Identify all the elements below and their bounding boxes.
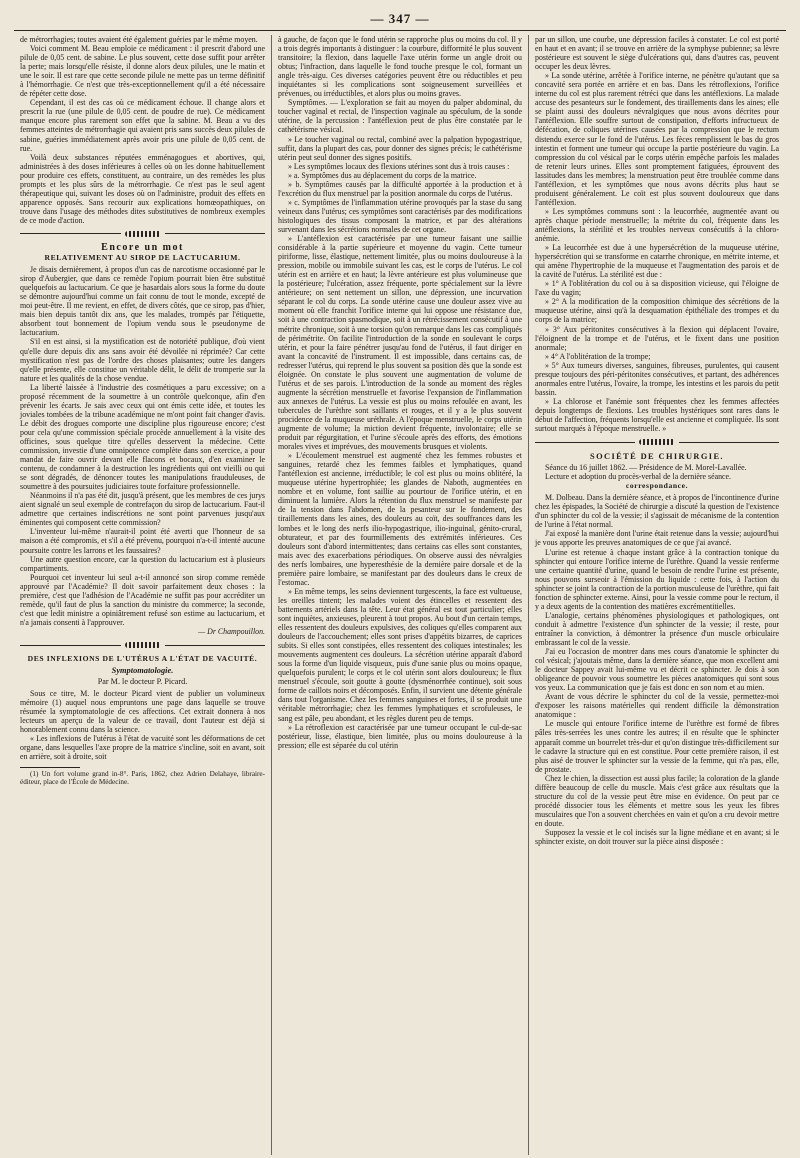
paragraph: de métrorrhagies; toutes avaient été également guéries par le même moyen.: [20, 35, 258, 44]
paragraph: Une autre question encore, car la question du lactucarium est à plusieurs compartiments.: [20, 554, 265, 573]
paragraph: » Le toucher vaginal ou rectal, combiné avec la palpation hypogastrique, suffit, dans la plupart des cas, pour donner des signes précis; le cathétérisme utérin peut seul donner des signes positifs.: [278, 134, 522, 162]
paragraph: » Les symptômes communs sont : la leucorrhée, augmentée avant ou après chaque période menstruelle; la métrite du col, fréquente dans les antéflexions, la stérilité et les troubles nerveux consécutifs à la chloro-anémie.: [535, 206, 779, 244]
correspondence-heading: correspondance.: [625, 481, 689, 491]
minutes-line: Lecture et adoption du procès-verbal de la dernière séance.: [545, 472, 731, 482]
paragraph: » La rétroflexion est caractérisée par une tumeur occupant le cul-de-sac postérieur, lisse, élastique, bien limitée, plus ou moins douloureuse à la pression; elle est séparée du col utérin: [278, 722, 522, 750]
paragraph: » 4° A l'oblitération de la trompe;: [545, 351, 651, 361]
paragraph: L'inventeur lui-même n'aurait-il point été averti que l'honneur de sa maison a été compromis, et s'il a été prévenu, pourquoi n'a-t-il intenté aucune poursuite contre les larrons et les faussaires?: [20, 527, 265, 555]
paragraph: S'il en est ainsi, si la mystification est de notoriété publique, d'où vient qu'elle dure depuis dix ans sans avoir été dévoilée ni réprimée? Car cette mystification n'est pas de l'ordre des choses plaisantes; outre les dangers qu'elle présente, elle constitue un véritable délit, le délit de tromperie sur la nature et les qualités de la chose vendue.: [20, 337, 265, 383]
paragraph: » 3° Aux péritonites consécutives à la flexion qui déplacent l'ovaire, l'éloignent de la trompe et de l'utérus, et le fixent dans une position anormale;: [535, 324, 779, 352]
paragraph: Symptômes. — L'exploration se fait au moyen du palper abdominal, du toucher vaginal et rectal, de l'inspection vaginale au spéculum, de la sonde utérine, de la percussion : l'antéflexion peut de plus être constatée par le cathétérisme vésical.: [278, 98, 522, 135]
section-divider: [535, 438, 779, 446]
footnote-rule: [20, 767, 80, 768]
paragraph: » L'antéflexion est caractérisée par une tumeur faisant une saillie considérable à la partie supérieure et moyenne du vagin. Cette tumeur piriforme, lisse, élastique, nettement limitée, plus ou moins douloureuse à la pression, mobile ou immobile suivant les cas, est le corps de l'utérus. Le col utérin est en arrière et en haut; la lèvre antérieure est plus volumineuse que la postérieure; l'ulcération, assez fréquente, porte spécialement sur la lèvre antérieure; on sent nettement un sillon, une dépression, une incurvation séparant le col du corps. La sonde utérine cause une douleur assez vive au moment où elle franchit l'orifice interne qui lui oppose une résistance due, soit à une contraction spasmodique, soit à un rétrécissement consécutif à une métrite chronique, soit à une torsion qu'on remarque dans les cas compliqués de périmétrite. On facilite l'introduction de la sonde en soulevant le corps utérin, et pour la faire pénétrer jusqu'au fond de l'utérus, il faut diriger en avant la concavité de l'instrument. Il est impossible, dans certains cas, de redresser l'utérus, qui reprend le plus souvent sa position dès que la sonde est éloignée. On constate le plus souvent une augmentation de volume de l'utérus et de ses parois. L'introduction de la sonde au moment des règles augmente la sécrétion menstruelle et favorise l'expansion de l'inflammation aux annexes de l'utérus. La vessie est plus ou moins refoulée en avant, les tubercules de l'urèthre sont saillants et rouges, et il y a le plus souvent procidence de la muqueuse uréthrale. A l'époque menstruelle, le corps utérin augmente de volume; la miction devient fréquente, involontaire; elle se produit par régurgitation, et l'urine s'écoule après des efforts, des émotions morales vives et imprévues, des mouvements brusques et violents.: [278, 234, 522, 452]
paragraph: » 5° Aux tumeurs diverses, sanguines, fibreuses, purulentes, qui causent presque toujours des péri-péritonites consécutives, et partant, des adhérences anormales entre l'utérus, l'ovaire, la trompe, les intestins et les parois du petit bassin.: [535, 360, 779, 397]
paragraph: » b. Symptômes causés par la difficulté apportée à la production et à l'excrétion du flux menstruel par la position anormale du corps de l'utérus.: [278, 179, 522, 198]
paragraph: Pourquoi cet inventeur lui seul a-t-il annoncé son sirop comme remède approuvé par l'Académie? Il doit savoir parfaitement deux choses : la première, c'est que l'adhésion de l'Académie ne suffit pas pour accréditer un remède, qu'il faut de plus la sanction du ministre du commerce; la seconde, c'est que ledit ministre a opiniâtrement refusé son estime au lactucarium, et n'a jamais consenti à l'approuver.: [20, 572, 265, 627]
columns: [14, 35, 786, 1155]
article-subtitle: RELATIVEMENT AU SIROP DE LACTUCARIUM.: [44, 253, 241, 263]
article-author: Par M. le docteur P. Picard.: [97, 677, 188, 687]
paragraph: » En même temps, les seins deviennent turgescents, la face est vultueuse, les oreilles tintent; les malades voient des étincelles et ressentent des battements artériels dans la tête. Leur état général est tout particulier; elles sont inquiètes, anxieuses, pleurent à tout propos. Au bout d'un certain temps, elles ressentent des douleurs expulsives, des coliques qu'elles comparent aux douleurs de l'accouchement; elles sont prises d'appétits bizarres, de caprices subits. Si elles sont constipées, elles ressentent des coliques intestinales; les mouvements augmentent ces douleurs. La sécrétion utérine apparaît d'abord sous la forme d'un liquide visqueux, puis d'une sanie plus ou moins opaque, quelquefois purulent; le corps et le col utérin sont alors douloureux; le flux menstruel s'écoule, soit goutte à goutte (dysménorrhée continue), soit sous forme de caillots noirs et décomposés. Enfin, il survient une détente générale dans tout l'organisme. Chez les femmes sanguines et fortes, il se produit une véritable métrorrhagie; chez les femmes lymphatiques et scrofuleuses, le sang est pâle, peu abondant, et les règles durent peu de temps.: [278, 586, 522, 723]
paragraph: » La chlorose et l'anémie sont fréquentes chez les femmes affectées depuis longtemps de flexions. Les troubles hystériques sont rares dans le début de l'affection, fréquents lorsqu'elle est ancienne et compliquée. Ils sont surtout marqués à l'époque menstruelle. »: [535, 396, 779, 434]
article-title: Encore un mot: [101, 241, 184, 253]
paragraph: » c. Symptômes de l'inflammation utérine provoqués par la stase du sang veineux dans l'utérus; ces symptômes sont caractérisés par des modifications histologiques des tissus composant la matrice, et par des altérations survenant dans les sécrétions normales de cet organe.: [278, 197, 522, 234]
paragraph: Sous ce titre, M. le docteur Picard vient de publier un volumineux mémoire (1) auquel nous empruntons une page dans laquelle se trouve résumée la symptomatologie de ces affections. Cet extrait donnera à nos lecteurs un aperçu de la valeur de ce travail, dont l'auteur est déjà si honorablement connu dans la science.: [20, 689, 265, 735]
paragraph: Supposez la vessie et le col incisés sur la ligne médiane et en avant; si le sphincter existe, on doit trouver sur la pièce ainsi disposée :: [535, 827, 779, 847]
paragraph: La liberté laissée à l'industrie des cosmétiques a paru excessive; on a proposé récemment de la soumettre à un contrôle quelconque, afin d'en prévenir les écarts. Je sais avec ceux qui ont émis cette idée, et toutes les joviales tombées de la tribune académique ne m'ont point fait changer d'avis. Le débit des drogues comporte une discipline plus rigoureuse encore; c'est pour cela qu'une commission spéciale procède annuellement à la visite des officines, sous quelque titre qu'elles desservent la médecine. Cette commission, investie d'une omnipotence complète dans son exercice, a pour mandat de faire ouvrir devant elle flacons et bocaux, d'en examiner le contenu, de condamner à la destruction les ingrédients qui ont vieilli ou qui se sont dégradés, de dénoncer toutes les manipulations frauduleuses, de soumettre à des poursuites judiciaires toute forfaiture professionnelle.: [20, 382, 265, 492]
paragraph: J'ai exposé la manière dont l'urine était retenue dans la vessie; aujourd'hui je vous apporte les preuves anatomiques de ce que j'ai avancé.: [535, 529, 779, 548]
paragraph: J'ai eu l'occasion de montrer dans mes cours d'anatomie le sphincter du col vésical; j'ajoutais même, dans la dernière séance, que mon excellent ami le docteur Sappey avait lui-même vu et décrit ce sphincter. Je dois à son obligeance de pouvoir vous soumettre les pièces anatomiques qui sont sous vos yeux. La communication que je fais est donc en son nom et au mien.: [535, 647, 779, 693]
article-title: DES INFLEXIONS DE L'UTÉRUS A L'ÉTAT DE VACUITÉ.: [27, 654, 258, 663]
column-right: [528, 35, 785, 1155]
session-line: Séance du 16 juillet 1862. — Présidence de M. Morel-Lavallée.: [545, 463, 747, 473]
paragraph: M. Dolbeau. Dans la dernière séance, et à propos de l'incontinence d'urine chez les épispades, la Société de chirurgie a discuté la question de l'existence d'un sphincter du col de la vessie; il s'agissait de mécanisme de la contention de l'urine à l'état normal.: [535, 493, 779, 530]
paragraph: Cependant, il est des cas où ce médicament échoue. Il change alors et prescrit la rue (une pilule de 0,05 cent. de poudre de rue). Ce médicament manque encore plus rarement son effet que la sabine. M. Beau a vu des femmes atteintes de métrorrhagie qui avaient pris sans succès deux pilules de sabine, guéries immédiatement après avoir pris une pilule de 0,05 cent. de rue.: [20, 98, 265, 153]
paragraph: Voici comment M. Beau emploie ce médicament : il prescrit d'abord une pilule de 0,05 cent. de sabine. Le plus souvent, cette dose suffit pour arrêter la perte; mais lorsqu'elle résiste, il donne alors deux pilules, une le matin et une le soir. Il est rare que cette seconde pilule ne mette pas un terme définitif à l'hémorrhagie. Ce n'est que très-exceptionnellement qu'il a été nécessaire de répéter cette dose.: [20, 44, 265, 99]
paragraph: » a. Symptômes dus au déplacement du corps de la matrice.: [288, 170, 477, 180]
page-number: — 347 —: [370, 11, 430, 26]
paragraph: » La leucorrhée est due à une hypersécrétion de la muqueuse utérine, hypersécrétion qui se transforme en catarrhe chronique, en métrite interne, et qui amène l'hypertrophie de la muqueuse et l'augmentation des parois et de la cavité de l'utérus. La stérilité est due :: [535, 243, 779, 280]
paragraph: Voilà deux substances réputées emménagogues et abortives, qui, administrées à des doses inférieures à celles où on les donne habituellement pour produire ces effets, constituent, au contraire, un des remèdes les plus prompts et les plus sûrs de la métrorrhagie. Ce n'est pas le seul agent thérapeutique qui, suivant les doses où on l'administre, produit des effets en apparence opposés. Sans recourir aux explications homœopathiques, on trouve dans l'usage des méthodes dites substitutives de nombreux exemples de ce mode d'action.: [20, 152, 265, 225]
paragraph: L'urine est retenue à chaque instant grâce à la contraction tonique du sphincter qui entoure l'orifice interne de l'urèthre. Quand la vessie renferme une certaine quantité d'urine, quand le besoin de rendre l'urine est présente, nous pouvons surseoir à l'émission du liquide : cette fois, à l'action du sphincter se joint la contraction de la portion musculeuse de l'urèthre, qui fait fonction de sphincter externe. Ainsi, pour la vessie comme pour le rectum, il y a deux agents de la contention des matières excrémentitielles.: [535, 547, 779, 611]
paragraph: Avant de vous décrire le sphincter du col de la vessie, permettez-moi d'exposer les raisons matérielles qui rendent difficile la démonstration anatomique :: [535, 692, 779, 720]
paragraph: » 2° A la modification de la composition chimique des sécrétions de la muqueuse utérine, ainsi qu'à la desquamation épithéliale des trompes et du corps de la matrice;: [535, 297, 779, 325]
top-rule: [14, 30, 786, 31]
paragraph: Chez le chien, la dissection est aussi plus facile; la coloration de la glande diffère beaucoup de celle du muscle. Mais c'est grâce aux résultats que la structure du col de la vessie peut être mise en évidence. On peut par ce procédé dissocier tous les éléments et mettre sous les yeux les fibres musculaires que l'on a souvent cherchées en vain et qu'on a cru devoir mettre en doute.: [535, 773, 779, 828]
paragraph: L'analogie, certains phénomènes physiologiques et pathologiques, ont conduit à admettre l'existence d'un sphincter de la vessie; il reste, pour entraîner la conviction, à démontrer la présence d'un muscle orbiculaire embrassant le col de la vessie.: [535, 610, 779, 647]
paragraph: » 1° A l'oblitération du col ou à sa disposition vicieuse, qui l'éloigne de l'axe du vagin;: [535, 279, 779, 298]
article-subtitle: Symptomatologie.: [111, 666, 174, 676]
society-heading: SOCIÉTÉ DE CHIRURGIE.: [590, 452, 724, 462]
paragraph: » L'écoulement menstruel est augmenté chez les femmes robustes et sanguines, retardé chez les femmes faibles et lymphatiques, quand l'antéflexion est ancienne, irréductible; le col est plus ou moins oblitéré, la muqueuse utérine hypertrophiée; les glandes de Naboth, augmentées en nombre et en volume, font saillie au pourtour de l'orifice utérin, et en diminuent la lumière. Alors la rétention du flux menstruel se manifeste par de la tension dans l'abdomen, de la pesanteur sur le fondement, des tiraillements dans les aines, des douleurs au coït, des souffrances dans les lombes et le long des nerfs ilio-hypogastrique, ilio-inguinal, génito-crural, obturateur, et par des fourmillements des extrémités inférieures. Ces douleurs sont d'abord intermittentes; dans certains cas elles sont constantes, mais avec des exacerbations périodiques. On observe aussi des névralgies des nerfs lombaires, une hyperesthésie de la dernière paire dorsale et de la première paire lombaire, se manifestant par des douleurs dans le creux de l'estomac.: [278, 451, 522, 587]
section-divider: [20, 641, 265, 649]
paragraph: » Les symptômes locaux des flexions utérines sont dus à trois causes :: [288, 161, 510, 171]
column-left: [14, 35, 271, 1155]
column-middle: [271, 35, 528, 1155]
paragraph: » La sonde utérine, arrêtée à l'orifice interne, ne pénètre qu'autant que sa concavité sera portée en arrière et en bas. Dans les rétroflexions, l'orifice interne du col est plus rarement rétréci que dans les antéflexions. La malade accuse des pesanteurs sur le fondement, des tiraillements dans les aines; elle se plaint aussi des douleurs névralgiques que nous avons décrites pour l'antéflexion. Elle souffre surtout de constipation, d'efforts infructueux de défécation, de coliques utérines causées par la compression que le rectum distendu exerce sur le fond de l'utérus. Les fèces remplissent le bas du gros intestin et forment une tumeur qui occupe la partie postérieure du vagin. La compression du col vésical par le corps utérin empêche parfois les malades de retenir leurs urines. Elles sont promptement fatiguées, éprouvent des lassitudes dans les membres; la menstruation peut être troublée comme dans l'antéflexion, et les symptômes que nous avons décrits plus haut se produisent généralement. Le coït est plus souvent douloureux que dans l'antéflexion.: [535, 71, 779, 207]
paragraph: par un sillon, une courbe, une dépression faciles à constater. Le col est porté en haut et en avant; il se trouve en arrière de la symphyse pubienne; sa lèvre postérieure est souvent le siège d'ulcérations qui, dans d'autres cas, peuvent occuper les deux lèvres.: [535, 35, 779, 72]
section-divider: [20, 230, 265, 238]
paragraph: Le muscle qui entoure l'orifice interne de l'urèthre est formé de fibres pâles très-serrées les unes contre les autres; il en résulte que le sphincter apparaît comme un bourrelet très-dur et qu'on distingue très-difficilement sur le cadavre la structure qui en est constitue. Pour cette première raison, il est plus aisé de trouver le sphincter sur la vessie de la femme, qui n'a pas, elle, de prostate.: [535, 719, 779, 774]
paragraph: à gauche, de façon que le fond utérin se rapproche plus ou moins du col. Il y a trois degrés importants à distinguer : la courbure, difformité le plus souvent transitoire; la flexion, dans laquelle l'axe utérin forme un angle droit ou obtus; l'infraction, dans laquelle le fond touche presque le col, formant un angle très-aigu. Ces diverses catégories peuvent être ou réductibles et peu inquiétantes si les complications sont soigneusement surveillées et prévenues, ou irréductibles, et alors plus ou moins graves.: [278, 35, 522, 99]
paragraph: « Les inflexions de l'utérus à l'état de vacuité sont les déformations de cet organe, dans lesquelles l'axe propre de la matrice s'incline, soit en avant, soit en arrière, soit à droite, soit: [20, 734, 265, 762]
signature: — Dr Champouillon.: [198, 626, 265, 636]
paragraph: Je disais dernièrement, à propos d'un cas de narcotisme occasionné par le sirop d'Aubergier, que dans ce remède l'opium pourrait bien être substitué quelquefois au lactucarium. Ce que je hasardais alors sous la forme du doute se démontre aujourd'hui comme un fait connu de tout le monde, excepté de moi peut-être. Il me revient, en effet, de divers côtés, que ce sirop, pas d'hier, mais bien depuis tantôt dix ans, que les malades, trompés par l'étiquette, absorbent tout bonnement de l'opium vendu sous le pseudonyme de lactucarium.: [20, 265, 265, 338]
paragraph: Néanmoins il n'a pas été dit, jusqu'à présent, que les membres de ces jurys aient signalé un seul exemple de contrefaçon du sirop de lactucarium. Faut-il admettre que certaines indiscrétions ne sont point parvenues jusqu'aux éminentes qui composent cette commission?: [20, 491, 265, 528]
footnote: (1) Un fort volume grand in-8°. Paris, 1862, chez Adrien Delahaye, libraire-éditeur, place de l'École de Médecine.: [20, 769, 265, 786]
